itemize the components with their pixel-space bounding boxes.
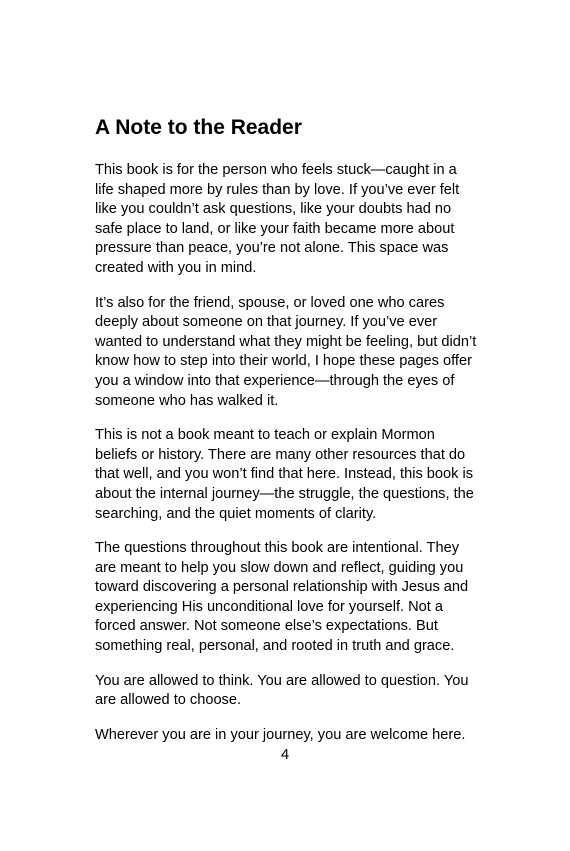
- text-line: that well, and you won’t find that here. Instead, this book is: [95, 466, 474, 483]
- body-text: [95, 161, 485, 760]
- text-line: safe place to land, or like your faith became more about: [95, 220, 455, 237]
- text-line: experiencing His unconditional love for yourself. Not a: [95, 598, 444, 615]
- text-line: created with you in mind.: [95, 259, 257, 276]
- text-line: Wherever you are in your journey, you are welcome here.: [95, 726, 466, 743]
- text-line: you a window into that experience—through the eyes of: [95, 372, 455, 389]
- paragraph-6: [95, 726, 485, 746]
- text-line: wanted to understand what they might be feeling, but didn’t: [95, 333, 477, 350]
- text-line: It’s also for the friend, spouse, or loved one who cares: [95, 294, 445, 311]
- paragraph-2: [95, 294, 485, 412]
- page-title: A Note to the Reader: [95, 116, 302, 139]
- paragraph-3: [95, 426, 485, 524]
- page-number: 4: [280, 747, 290, 763]
- text-line: about the internal journey—the struggle, the questions, the: [95, 485, 474, 502]
- text-line: someone who has walked it.: [95, 392, 279, 409]
- text-line: pressure than peace, you’re not alone. This space was: [95, 240, 449, 257]
- text-line: searching, and the quiet moments of clarity.: [95, 505, 377, 522]
- text-line: forced answer. Not someone else’s expectations. But: [95, 618, 438, 635]
- text-line: toward discovering a personal relationship with Jesus and: [95, 579, 469, 596]
- text-line: like you couldn’t ask questions, like your doubts had no: [95, 201, 452, 218]
- text-line: are allowed to choose.: [95, 692, 242, 709]
- text-line: know how to step into their world, I hope these pages offer: [95, 353, 472, 370]
- paragraph-1: [95, 161, 485, 279]
- paragraph-4: [95, 539, 485, 657]
- text-line: something real, personal, and rooted in truth and grace.: [95, 638, 455, 655]
- text-line: are meant to help you slow down and reflect, guiding you: [95, 559, 464, 576]
- text-line: This is not a book meant to teach or explain Mormon: [95, 427, 435, 444]
- text-line: deeply about someone on that journey. If you’ve ever: [95, 314, 438, 331]
- text-line: This book is for the person who feels stuck—caught in a: [95, 162, 457, 178]
- paragraph-5: [95, 672, 485, 711]
- text-line: beliefs or history. There are many other resources that do: [95, 446, 466, 463]
- text-line: The questions throughout this book are intentional. They: [95, 540, 460, 557]
- text-line: You are allowed to think. You are allowed to question. You: [95, 672, 469, 689]
- text-line: life shaped more by rules than by love. If you’ve ever felt: [95, 181, 460, 198]
